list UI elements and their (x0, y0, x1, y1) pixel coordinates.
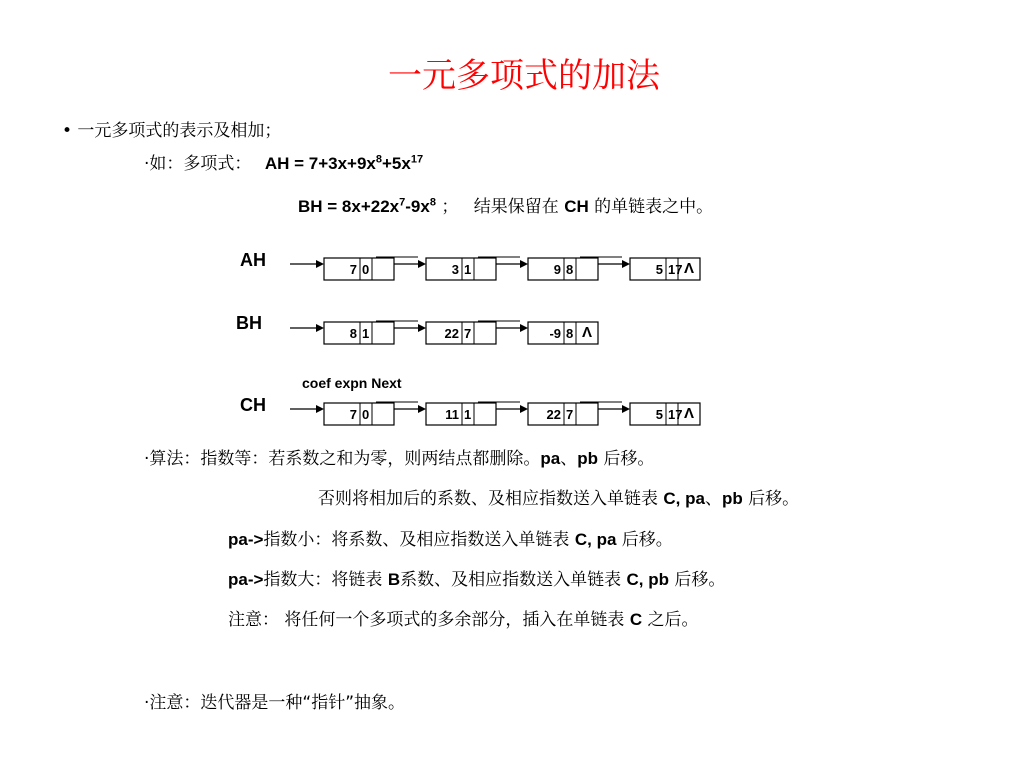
node-ah-0 (324, 258, 394, 280)
node-ah-2-coef: 9 (553, 262, 561, 277)
node-ch-0-expn: 0 (362, 407, 370, 422)
node-ch-0-coef: 7 (349, 407, 357, 422)
head-arrow-bh-head (316, 324, 324, 332)
head-arrow-ah-head (316, 260, 324, 268)
node-ah-0-coef: 7 (349, 262, 357, 277)
node-ch-0-next-arrow-head (418, 405, 426, 413)
node-bh-1-coef: 22 (444, 326, 459, 341)
node-ch-2 (528, 403, 598, 425)
result-text: 结果保留在 CH 的单链表之中。 (473, 197, 714, 217)
node-ah-1-next-arrow-head (520, 260, 528, 268)
node-ah-2-next-arrow-head (622, 260, 630, 268)
node-bh-2-expn: 8 (566, 326, 574, 341)
node-bh-0-next-arrow-head (418, 324, 426, 332)
node-bh-0-coef: 8 (349, 326, 357, 341)
node-ch-2-expn: 7 (566, 407, 574, 422)
node-ch-3-coef: 5 (655, 407, 663, 422)
node-bh-0 (324, 322, 394, 344)
note-line: ·注意：迭代器是一种“指针”抽象。 (144, 693, 406, 713)
field-caption: coef expn Next (302, 375, 402, 391)
node-ch-1-expn: 1 (464, 407, 472, 422)
node-bh-2-null: Λ (581, 324, 593, 341)
node-ah-0-next-arrow-head (418, 260, 426, 268)
node-ch-0 (324, 403, 394, 425)
algo-line-1: ·算法：指数等：若系数之和为零，则两结点都删除。pa、pb 后移。 (144, 449, 655, 469)
node-ch-1-coef: 11 (445, 407, 459, 422)
algo-line-2: 否则将相加后的系数、及相应指数送入单链表 C, pa、pb 后移。 (318, 489, 800, 509)
node-ch-1-next-arrow-head (520, 405, 528, 413)
node-ah-3-expn: 17 (668, 262, 683, 277)
bh-formula: BH = $8x+22x^7-9x^8$ (298, 196, 436, 216)
list-label-ch: CH (240, 395, 266, 415)
algo-line-3: pa->指数小：将系数、及相应指数送入单链表 C, pa 后移。 (228, 530, 673, 550)
head-arrow-ch-head (316, 405, 324, 413)
node-ch-3-expn: 17 (668, 407, 683, 422)
node-ah-3-null: Λ (683, 260, 695, 277)
page-title: 一元多项式的加法 (388, 56, 660, 96)
example-prefix: ·如：多项式： (144, 154, 252, 174)
node-ch-3-null: Λ (683, 405, 695, 422)
node-ah-3-coef: 5 (655, 262, 663, 277)
example-bh-line: BH = $8x+22x^7-9x^8$ ； 结果保留在 CH 的单链表之中。 (298, 196, 714, 217)
bullet-line: • 一元多项式的表示及相加； (62, 121, 282, 141)
node-bh-2-coef: -9 (549, 326, 561, 341)
algo-line-5: 注意： 将任何一个多项式的多余部分，插入在单链表 C 之后。 (228, 610, 699, 630)
list-label-bh: BH (236, 313, 262, 333)
node-bh-1-next-arrow-head (520, 324, 528, 332)
node-ah-0-expn: 0 (362, 262, 370, 277)
node-ch-1 (426, 403, 496, 425)
node-bh-0-expn: 1 (362, 326, 370, 341)
node-ah-2 (528, 258, 598, 280)
algo-line-4: pa->指数大：将链表 B系数、及相应指数送入单链表 C, pb 后移。 (228, 570, 726, 590)
node-ch-2-next-arrow-head (622, 405, 630, 413)
node-ah-1 (426, 258, 496, 280)
node-ah-1-coef: 3 (451, 262, 459, 277)
node-bh-1-expn: 7 (464, 326, 472, 341)
list-label-ah: AH (240, 250, 266, 270)
node-bh-1 (426, 322, 496, 344)
node-ah-1-expn: 1 (464, 262, 472, 277)
ah-formula: AH = $7+3x+9x^8+5x^{17}$ (264, 153, 424, 173)
node-ah-2-expn: 8 (566, 262, 574, 277)
node-ch-2-coef: 22 (546, 407, 561, 422)
